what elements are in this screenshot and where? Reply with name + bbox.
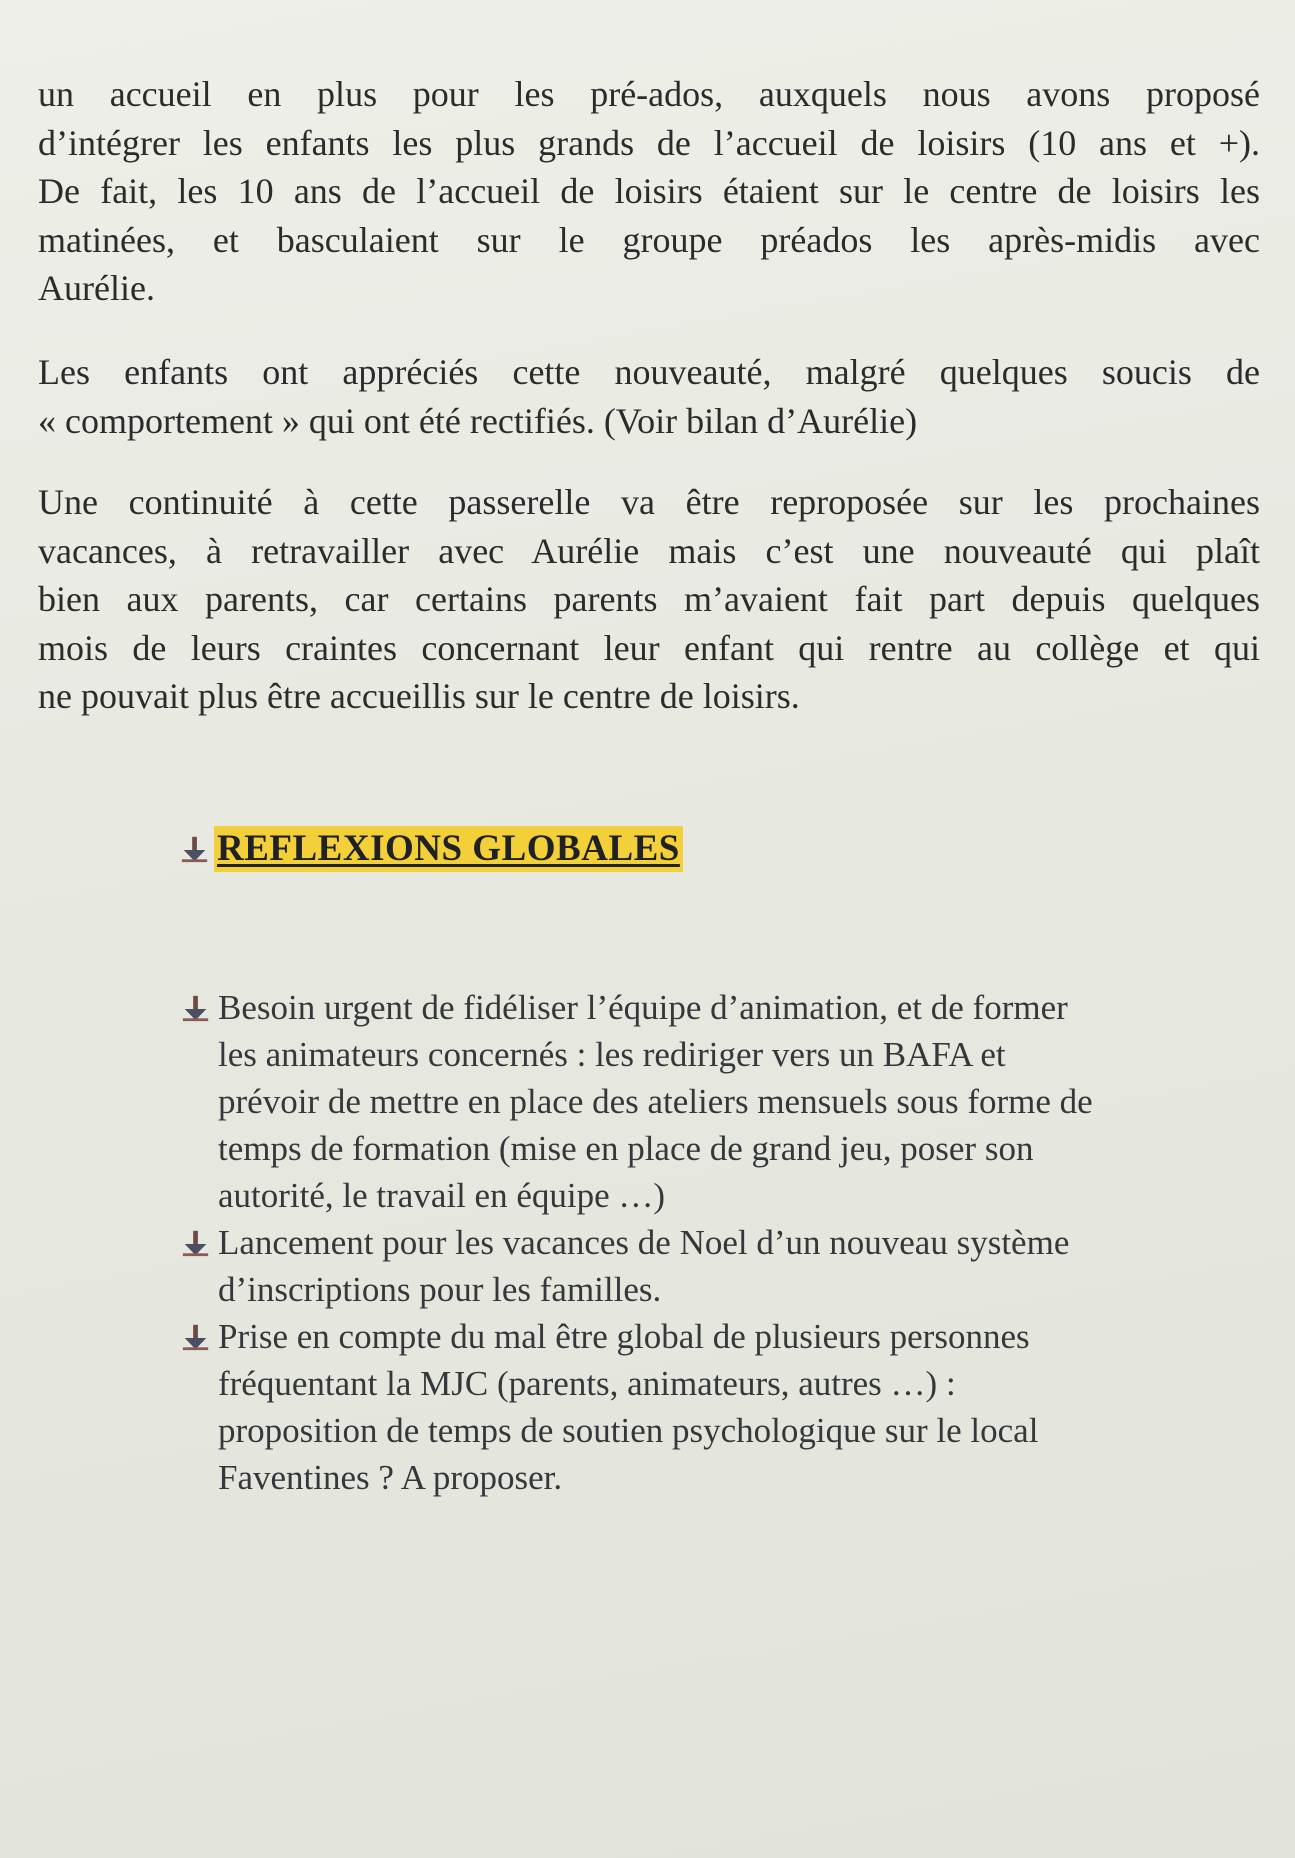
list-item-line: autorité, le travail en équipe …) xyxy=(218,1176,666,1215)
list-item xyxy=(180,1313,1240,1501)
paragraph-preados-passerelle xyxy=(38,70,1260,313)
list-item-line: Faventines ? A proposer. xyxy=(218,1458,563,1497)
list-item-line: les animateurs concernés : les rediriger vers un BAFA et xyxy=(218,1035,1006,1074)
paragraph-line: bien aux parents, car certains parents m’avaient fait part depuis quelques xyxy=(38,579,1260,619)
paragraph-line: vacances, à retravailler avec Aurélie mais c’est une nouveauté qui plaît xyxy=(38,530,1260,571)
arrow-down-bullet-icon xyxy=(180,1228,212,1258)
section-heading xyxy=(180,826,683,872)
list-item-line: temps de formation (mise en place de grand jeu, poser son xyxy=(218,1129,1034,1168)
list-item-line: Besoin urgent de fidéliser l’équipe d’animation, et de former xyxy=(218,988,1068,1027)
arrow-down-bullet-icon xyxy=(180,1322,212,1352)
arrow-down-bullet-icon xyxy=(180,834,210,864)
list-item-line: proposition de temps de soutien psychologique sur le local xyxy=(218,1411,1039,1450)
paragraph-line: ne pouvait plus être accueillis sur le centre de loisirs. xyxy=(38,676,800,716)
list-item xyxy=(180,984,1240,1219)
paragraph-line: « comportement » qui ont été rectifiés. (Voir bilan d’Aurélie) xyxy=(38,400,918,441)
paragraph-line: d’intégrer les enfants les plus grands de l’accueil de loisirs (10 ans et +). xyxy=(38,122,1260,163)
list-item-line: fréquentant la MJC (parents, animateurs, autres …) : xyxy=(218,1364,956,1403)
paragraph-line: un accueil en plus pour les pré-ados, auxquels nous avons proposé xyxy=(38,74,1260,114)
paragraph-line: matinées, et basculaient sur le groupe préados les après-midis avec xyxy=(38,219,1260,260)
paragraph-line: Une continuité à cette passerelle va être reproposée sur les prochaines xyxy=(38,482,1260,522)
section-heading-text: REFLEXIONS GLOBALES xyxy=(214,826,683,872)
paragraph-continuite-passerelle xyxy=(38,478,1260,721)
paragraph-line: De fait, les 10 ans de l’accueil de loisirs étaient sur le centre de loisirs les xyxy=(38,171,1260,211)
list-item-line: Prise en compte du mal être global de plusieurs personnes xyxy=(218,1317,1030,1356)
paragraph-line: mois de leurs craintes concernant leur enfant qui rentre au collège et qui xyxy=(38,627,1260,668)
paragraph-line: Les enfants ont appréciés cette nouveauté, malgré quelques soucis de xyxy=(38,352,1260,392)
list-item-line: prévoir de mettre en place des ateliers mensuels sous forme de xyxy=(218,1082,1093,1121)
reflexions-list xyxy=(180,984,1240,1501)
list-item-line: Lancement pour les vacances de Noel d’un nouveau système xyxy=(218,1223,1070,1262)
list-item xyxy=(180,1219,1240,1313)
paragraph-line: Aurélie. xyxy=(38,268,155,308)
paragraph-enfants-appreciation xyxy=(38,348,1260,445)
list-item-line: d’inscriptions pour les familles. xyxy=(218,1270,662,1309)
arrow-down-bullet-icon xyxy=(180,993,212,1023)
